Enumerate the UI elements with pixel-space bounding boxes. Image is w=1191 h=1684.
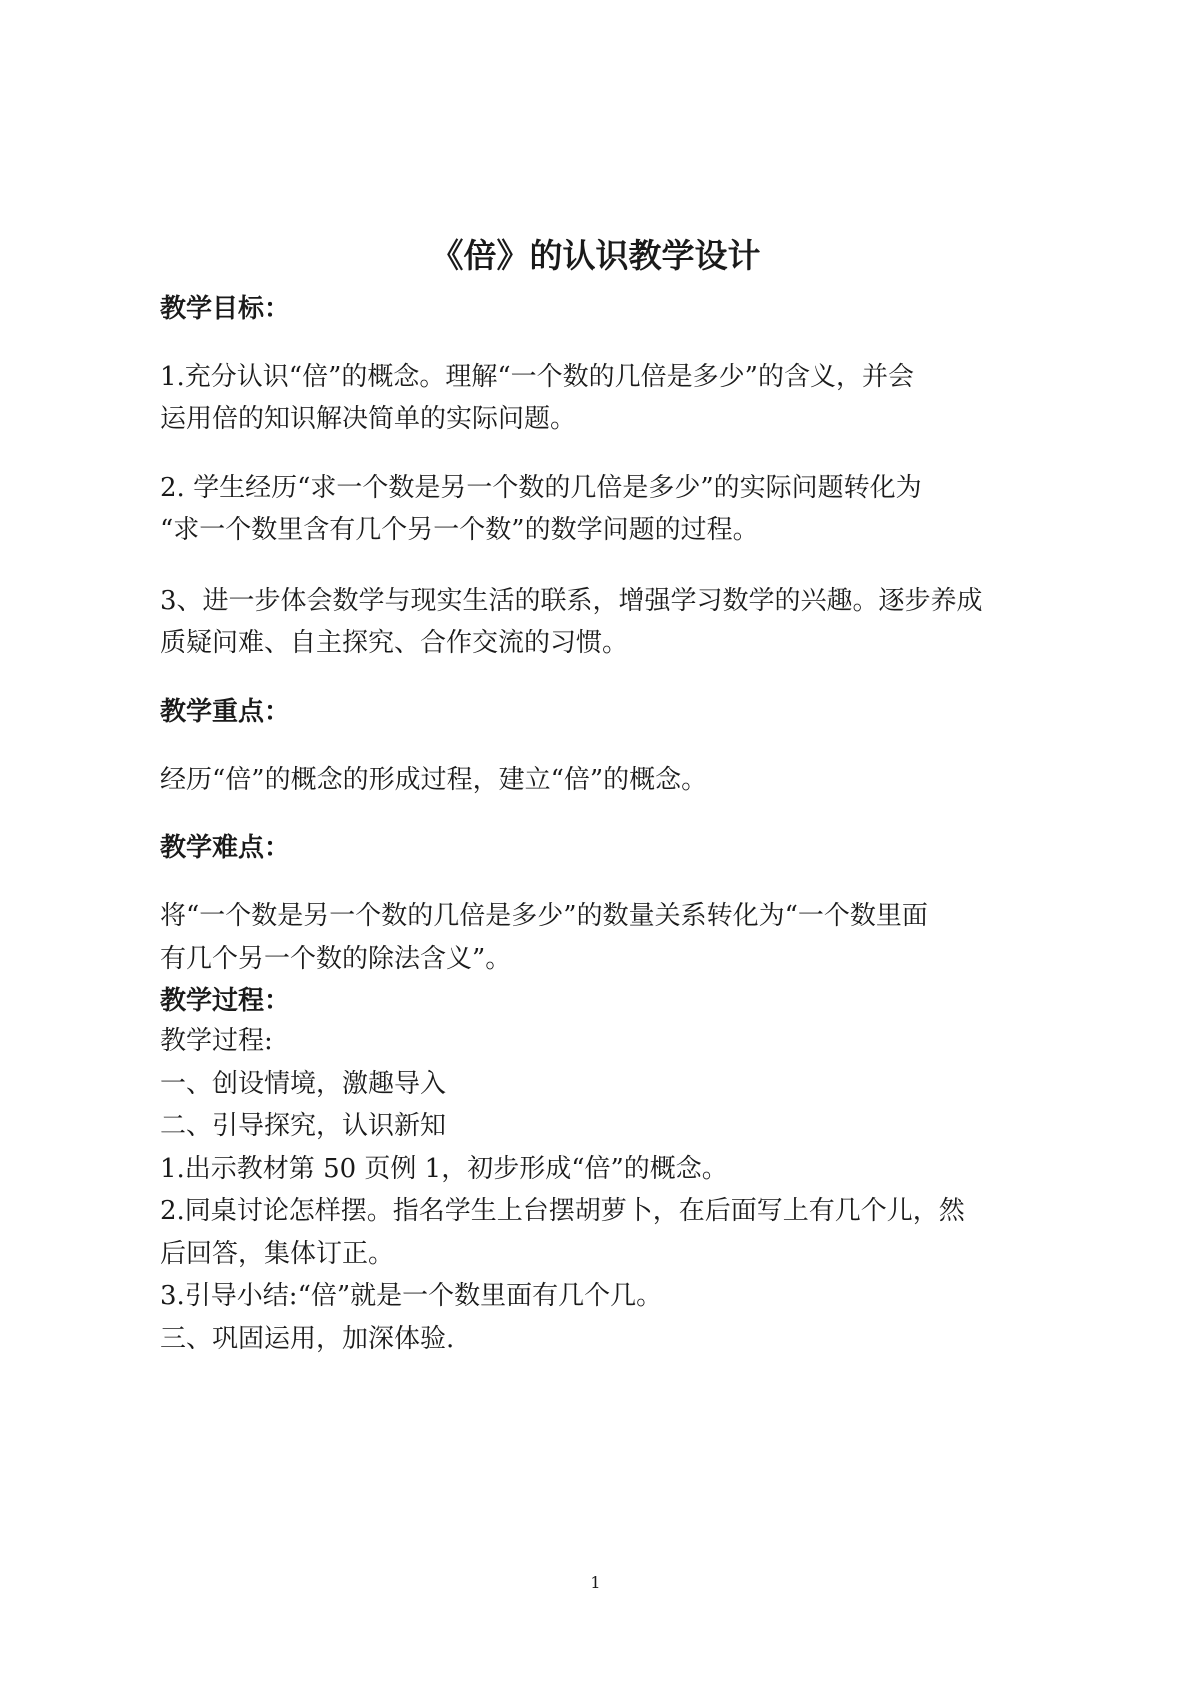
objective-1-line-2: 运用倍的知识解决简单的实际问题。 [160, 404, 577, 434]
objective-3-line-2: 质疑问难、自主探究、合作交流的习惯。 [160, 628, 629, 658]
process-step-2-item-2-line-2: 后回答，集体订正。 [160, 1239, 395, 1269]
process-step-2: 二、引导探究，认识新知 [160, 1111, 447, 1141]
process-heading: 教学过程： [160, 986, 291, 1016]
key-points-text: 经历“倍”的概念的形成过程，建立“倍”的概念。 [160, 765, 708, 795]
objective-2-line-2: “求一个数里含有几个另一个数”的数学问题的过程。 [160, 515, 759, 545]
objective-1-line-1: 1.充分认识“倍”的概念。理解“一个数的几倍是多少”的含义，并会 [160, 362, 914, 392]
process-step-1: 一、创设情境，激趣导入 [160, 1069, 447, 1099]
difficulties-line-1: 将“一个数是另一个数的几倍是多少”的数量关系转化为“一个数里面 [160, 901, 928, 931]
process-step-3: 三、巩固运用，加深体验. [160, 1324, 455, 1354]
objective-3-line-1: 3、进一步体会数学与现实生活的联系，增强学习数学的兴趣。逐步养成 [160, 586, 983, 616]
process-step-2-item-2-line-1: 2.同桌讨论怎样摆。指名学生上台摆胡萝卜，在后面写上有几个儿，然 [160, 1196, 965, 1226]
key-points-heading: 教学重点： [160, 697, 291, 727]
page-number: 1 [590, 1573, 601, 1592]
process-step-2-item-3: 3.引导小结:“倍”就是一个数里面有几个几。 [160, 1281, 663, 1311]
objectives-heading: 教学目标： [160, 294, 291, 324]
objective-2-line-1: 2. 学生经历“求一个数是另一个数的几倍是多少”的实际问题转化为 [160, 473, 922, 503]
page-title: 《倍》的认识教学设计 [430, 236, 761, 275]
difficulties-heading: 教学难点： [160, 833, 291, 863]
difficulties-line-2: 有几个另一个数的除法含义”。 [160, 944, 512, 974]
process-sub-heading: 教学过程: [160, 1026, 273, 1056]
process-step-2-item-1: 1.出示教材第 50 页例 1，初步形成“倍”的概念。 [160, 1154, 728, 1184]
